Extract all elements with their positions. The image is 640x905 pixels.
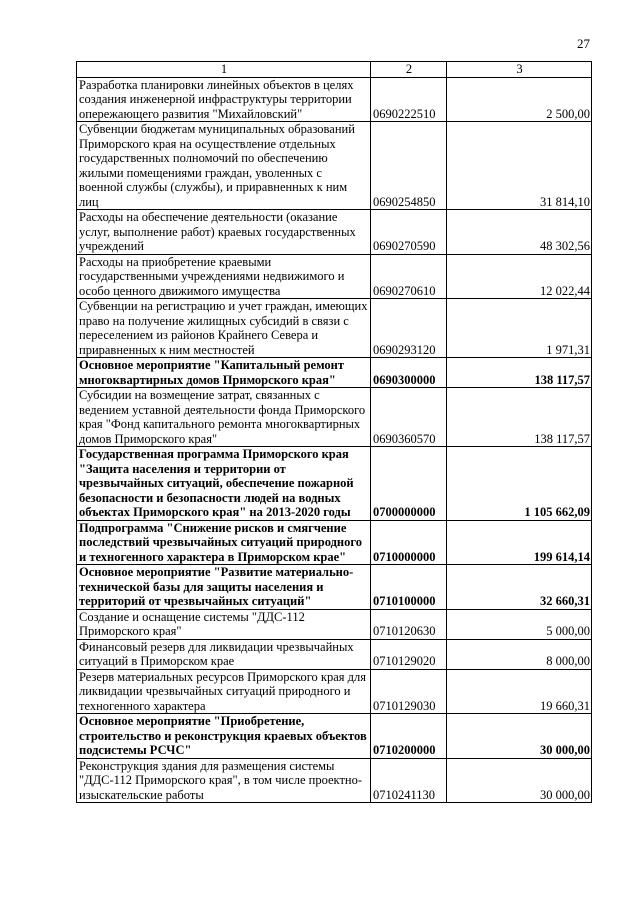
table-row: [77, 388, 592, 447]
column-header-2: 2: [371, 62, 447, 78]
row-amount: 199 614,14: [447, 520, 592, 565]
row-code: 0690254850: [371, 122, 447, 210]
row-code: 0690293120: [371, 299, 447, 358]
row-name: Расходы на обеспечение деятельности (оказание услуг, выполнение работ) краевых государственных учреждений: [77, 210, 371, 255]
row-name: Субсидии на возмещение затрат, связанных с ведением уставной деятельности фонда Приморского края "Фонд капитального ремонта многоквартирных домов Приморского края": [77, 388, 371, 447]
table-row: [77, 758, 592, 803]
row-name: Основное мероприятие "Развитие материально-технической базы для защиты населения и территорий от чрезвычайных ситуаций": [77, 565, 371, 610]
row-name: Субвенции бюджетам муниципальных образований Приморского края на осуществление отдельных государственных полномочий по обеспечению жилыми помещениями граждан, уволенных с военной службы (службы), и приравненных к ним лиц: [77, 122, 371, 210]
page-number: 27: [577, 36, 590, 51]
row-amount: 8 000,00: [447, 639, 592, 669]
row-amount: 30 000,00: [447, 758, 592, 803]
table-row: [77, 520, 592, 565]
table-row: [77, 639, 592, 669]
table-row: [77, 358, 592, 388]
row-name: Разработка планировки линейных объектов в целях создания инженерной инфраструктуры территории опережающего развития "Михайловский": [77, 77, 371, 122]
row-name: Государственная программа Приморского края "Защита населения и территории от чрезвычайных ситуаций, обеспечение пожарной безопасности и безопасности людей на водных объектах Приморского края" на 2013-2020 годы: [77, 447, 371, 521]
table-row: [77, 565, 592, 610]
row-amount: 12 022,44: [447, 254, 592, 299]
row-amount: 19 660,31: [447, 669, 592, 714]
table-row: [77, 609, 592, 639]
table-header-row: [77, 62, 592, 78]
row-code: 0710200000: [371, 714, 447, 759]
table-row: [77, 669, 592, 714]
table-row: [77, 714, 592, 759]
row-code: 0700000000: [371, 447, 447, 521]
row-amount: 5 000,00: [447, 609, 592, 639]
row-name: Основное мероприятие "Капитальный ремонт многоквартирных домов Приморского края": [77, 358, 371, 388]
row-amount: 1 971,31: [447, 299, 592, 358]
row-code: 0690270610: [371, 254, 447, 299]
column-header-3: 3: [447, 62, 592, 78]
row-amount: 48 302,56: [447, 210, 592, 255]
row-name: Финансовый резерв для ликвидации чрезвычайных ситуаций в Приморском крае: [77, 639, 371, 669]
row-code: 0690360570: [371, 388, 447, 447]
row-name: Реконструкция здания для размещения системы "ДДС-112 Приморского края", в том числе проектно-изыскательские работы: [77, 758, 371, 803]
row-amount: 138 117,57: [447, 388, 592, 447]
row-amount: 31 814,10: [447, 122, 592, 210]
table-row: [77, 210, 592, 255]
row-amount: 30 000,00: [447, 714, 592, 759]
table-row: [77, 77, 592, 122]
row-code: 0710129020: [371, 639, 447, 669]
row-name: Создание и оснащение системы "ДДС-112 Приморского края": [77, 609, 371, 639]
row-amount: 32 660,31: [447, 565, 592, 610]
row-amount: 2 500,00: [447, 77, 592, 122]
row-name: Основное мероприятие "Приобретение, строительство и реконструкция краевых объектов подсистемы РСЧС": [77, 714, 371, 759]
table-row: [77, 447, 592, 521]
row-code: 0710129030: [371, 669, 447, 714]
row-code: 0710120630: [371, 609, 447, 639]
row-amount: 1 105 662,09: [447, 447, 592, 521]
row-name: Подпрограмма "Снижение рисков и смягчение последствий чрезвычайных ситуаций природного и техногенного характера в Приморском крае": [77, 520, 371, 565]
column-header-1: 1: [77, 62, 371, 78]
table-row: [77, 299, 592, 358]
row-amount: 138 117,57: [447, 358, 592, 388]
row-code: 0710100000: [371, 565, 447, 610]
row-name: Субвенции на регистрацию и учет граждан, имеющих право на получение жилищных субсидий в связи с переселением из районов Крайнего Севера и приравненных к ним местностей: [77, 299, 371, 358]
row-code: 0710000000: [371, 520, 447, 565]
budget-table: [76, 61, 592, 803]
row-code: 0690222510: [371, 77, 447, 122]
table-row: [77, 254, 592, 299]
row-name: Расходы на приобретение краевыми государственными учреждениями недвижимого и особо ценного движимого имущества: [77, 254, 371, 299]
row-name: Резерв материальных ресурсов Приморского края для ликвидации чрезвычайных ситуаций природного и техногенного характера: [77, 669, 371, 714]
row-code: 0690270590: [371, 210, 447, 255]
table-row: [77, 122, 592, 210]
row-code: 0710241130: [371, 758, 447, 803]
row-code: 0690300000: [371, 358, 447, 388]
